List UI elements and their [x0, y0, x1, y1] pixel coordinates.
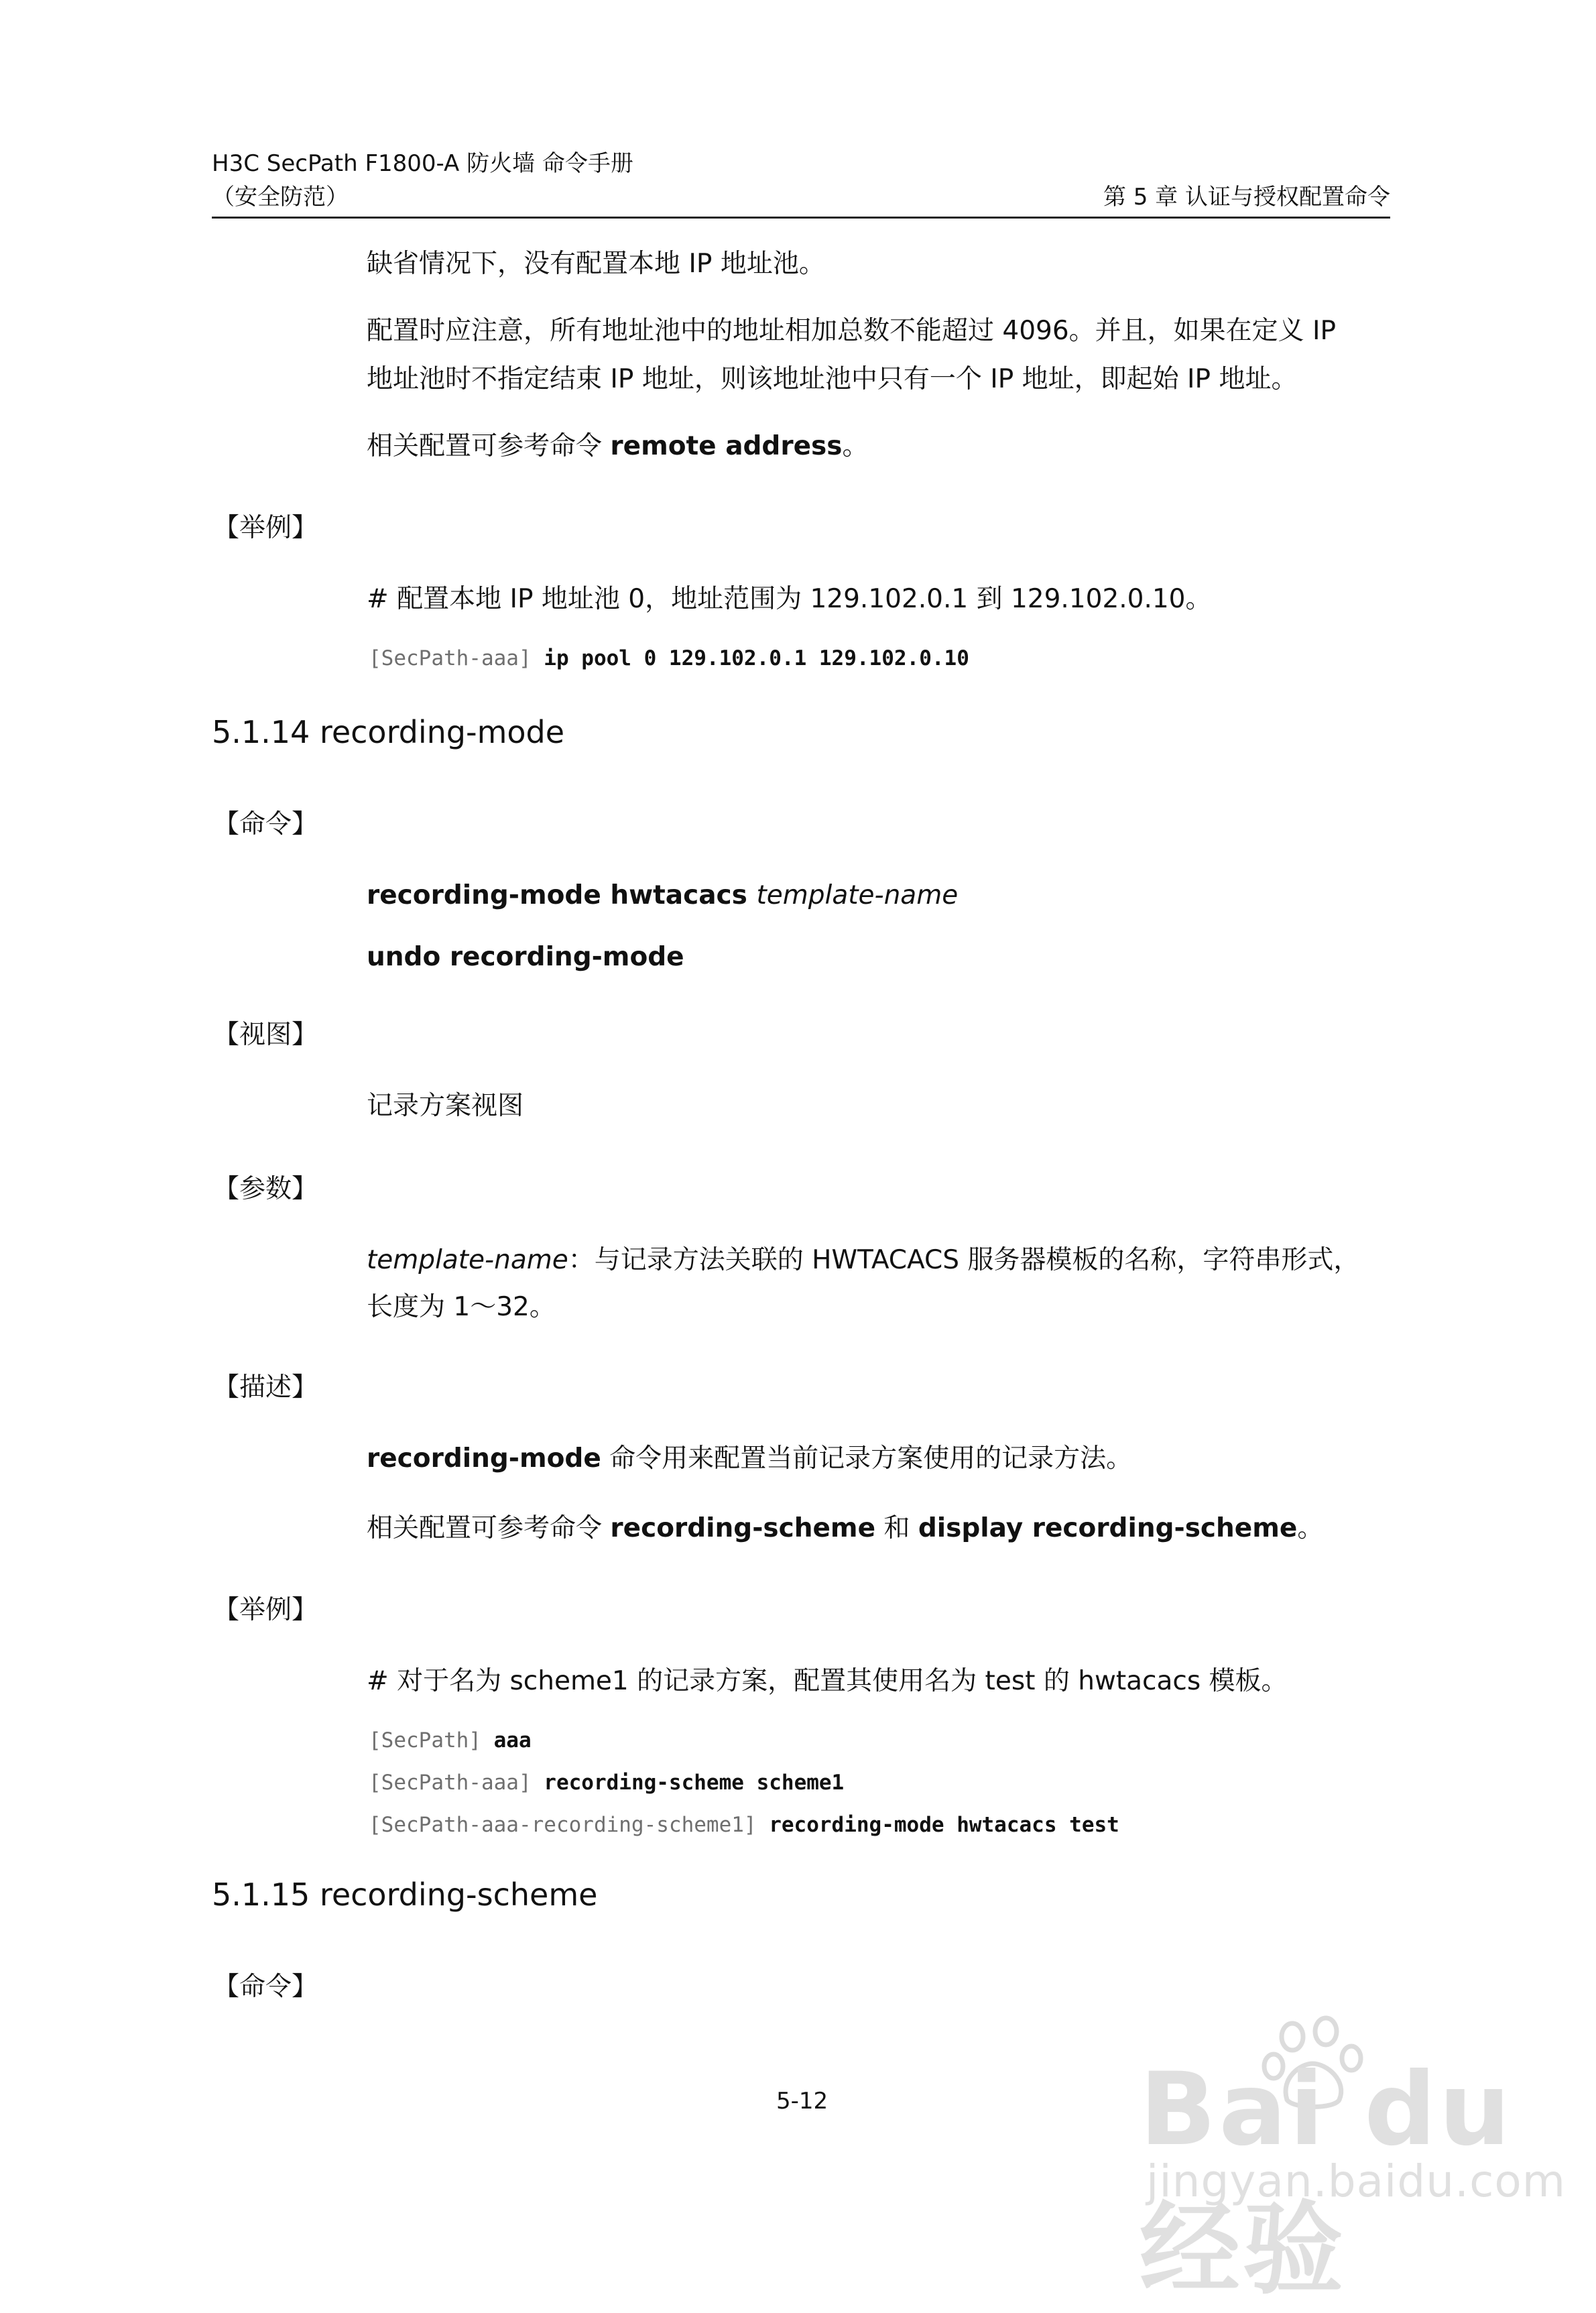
- code-command: aaa: [493, 1728, 532, 1753]
- note-line-2: 地址池时不指定结束 IP 地址，则该地址池中只有一个 IP 地址，即起始 IP 地址。: [367, 364, 1298, 394]
- code-prompt: [SecPath-aaa-recording-scheme1]: [369, 1813, 770, 1837]
- undo-syntax: [367, 939, 684, 976]
- watermark-url: jingyan.baidu.com: [1146, 2155, 1567, 2207]
- reference-command-2: display recording-scheme: [918, 1513, 1298, 1543]
- example-label: 【举例】: [213, 513, 318, 543]
- description-text: 命令用来配置当前记录方案使用的记录方法。: [601, 1443, 1133, 1474]
- example-comment: # 配置本地 IP 地址池 0，地址范围为 129.102.0.1 到 129.102.0.10。: [367, 584, 1212, 614]
- header-rule: [212, 217, 1390, 219]
- command-label-2: 【命令】: [213, 1972, 318, 2002]
- command-syntax: [367, 877, 958, 914]
- watermark-logo: Bai du 经验: [1140, 2052, 1514, 2308]
- reference-prefix-2: 相关配置可参考命令: [367, 1513, 611, 1543]
- syntax-keyword: recording-mode hwtacacs: [367, 880, 757, 910]
- section-title-2: 5.1.15 recording-scheme: [212, 1877, 598, 1913]
- header-subtitle: （安全防范）: [212, 184, 349, 211]
- parameter-description: ：与记录方法关联的 HWTACACS 服务器模板的名称，字符串形式，: [568, 1245, 1360, 1275]
- view-text: 记录方案视图: [367, 1091, 524, 1121]
- description-label: 【描述】: [213, 1372, 318, 1403]
- code-prompt: [SecPath]: [369, 1728, 494, 1753]
- code-prompt: [SecPath-aaa]: [369, 1771, 544, 1795]
- note-line-1: 配置时应注意，所有地址池中的地址相加总数不能超过 4096。并且，如果在定义 IP: [367, 316, 1337, 346]
- example-comment-2: # 对于名为 scheme1 的记录方案，配置其使用名为 test 的 hwtacacs 模板。: [367, 1666, 1288, 1696]
- description-line: [367, 1440, 1132, 1478]
- description-command: recording-mode: [367, 1443, 601, 1474]
- code-line: [369, 1726, 532, 1755]
- header-product: H3C SecPath F1800-A 防火墙 命令手册: [212, 150, 633, 177]
- code-command: recording-mode hwtacacs test: [769, 1813, 1119, 1837]
- code-line: [369, 644, 969, 673]
- reference-line-2: [367, 1510, 1323, 1547]
- view-label: 【视图】: [213, 1020, 318, 1050]
- code-prompt: [SecPath-aaa]: [369, 646, 544, 670]
- section-title: 5.1.14 recording-mode: [212, 714, 565, 750]
- parameter-line-1: [367, 1242, 1359, 1279]
- example-label-2: 【举例】: [213, 1595, 318, 1625]
- code-line: [369, 1768, 844, 1797]
- default-text: 缺省情况下，没有配置本地 IP 地址池。: [367, 249, 825, 279]
- reference-line: [367, 428, 868, 465]
- reference-and: 和: [875, 1513, 918, 1543]
- reference-suffix: 。: [842, 431, 869, 461]
- undo-keyword: undo recording-mode: [367, 942, 684, 972]
- parameter-name: template-name: [367, 1245, 568, 1275]
- reference-command-1: recording-scheme: [610, 1513, 876, 1543]
- page-number: 5-12: [776, 2088, 828, 2115]
- syntax-argument: template-name: [756, 880, 959, 910]
- reference-command: remote address: [610, 431, 843, 461]
- code-command: recording-scheme scheme1: [544, 1771, 845, 1795]
- parameter-label: 【参数】: [213, 1174, 318, 1204]
- command-label: 【命令】: [213, 809, 318, 839]
- reference-prefix: 相关配置可参考命令: [367, 431, 611, 461]
- code-line: [369, 1810, 1119, 1840]
- code-command: ip pool 0 129.102.0.1 129.102.0.10: [544, 646, 969, 670]
- reference-suffix-2: 。: [1297, 1513, 1324, 1543]
- parameter-line-2: 长度为 1～32。: [367, 1292, 556, 1322]
- header-chapter: 第 5 章 认证与授权配置命令: [1103, 184, 1390, 211]
